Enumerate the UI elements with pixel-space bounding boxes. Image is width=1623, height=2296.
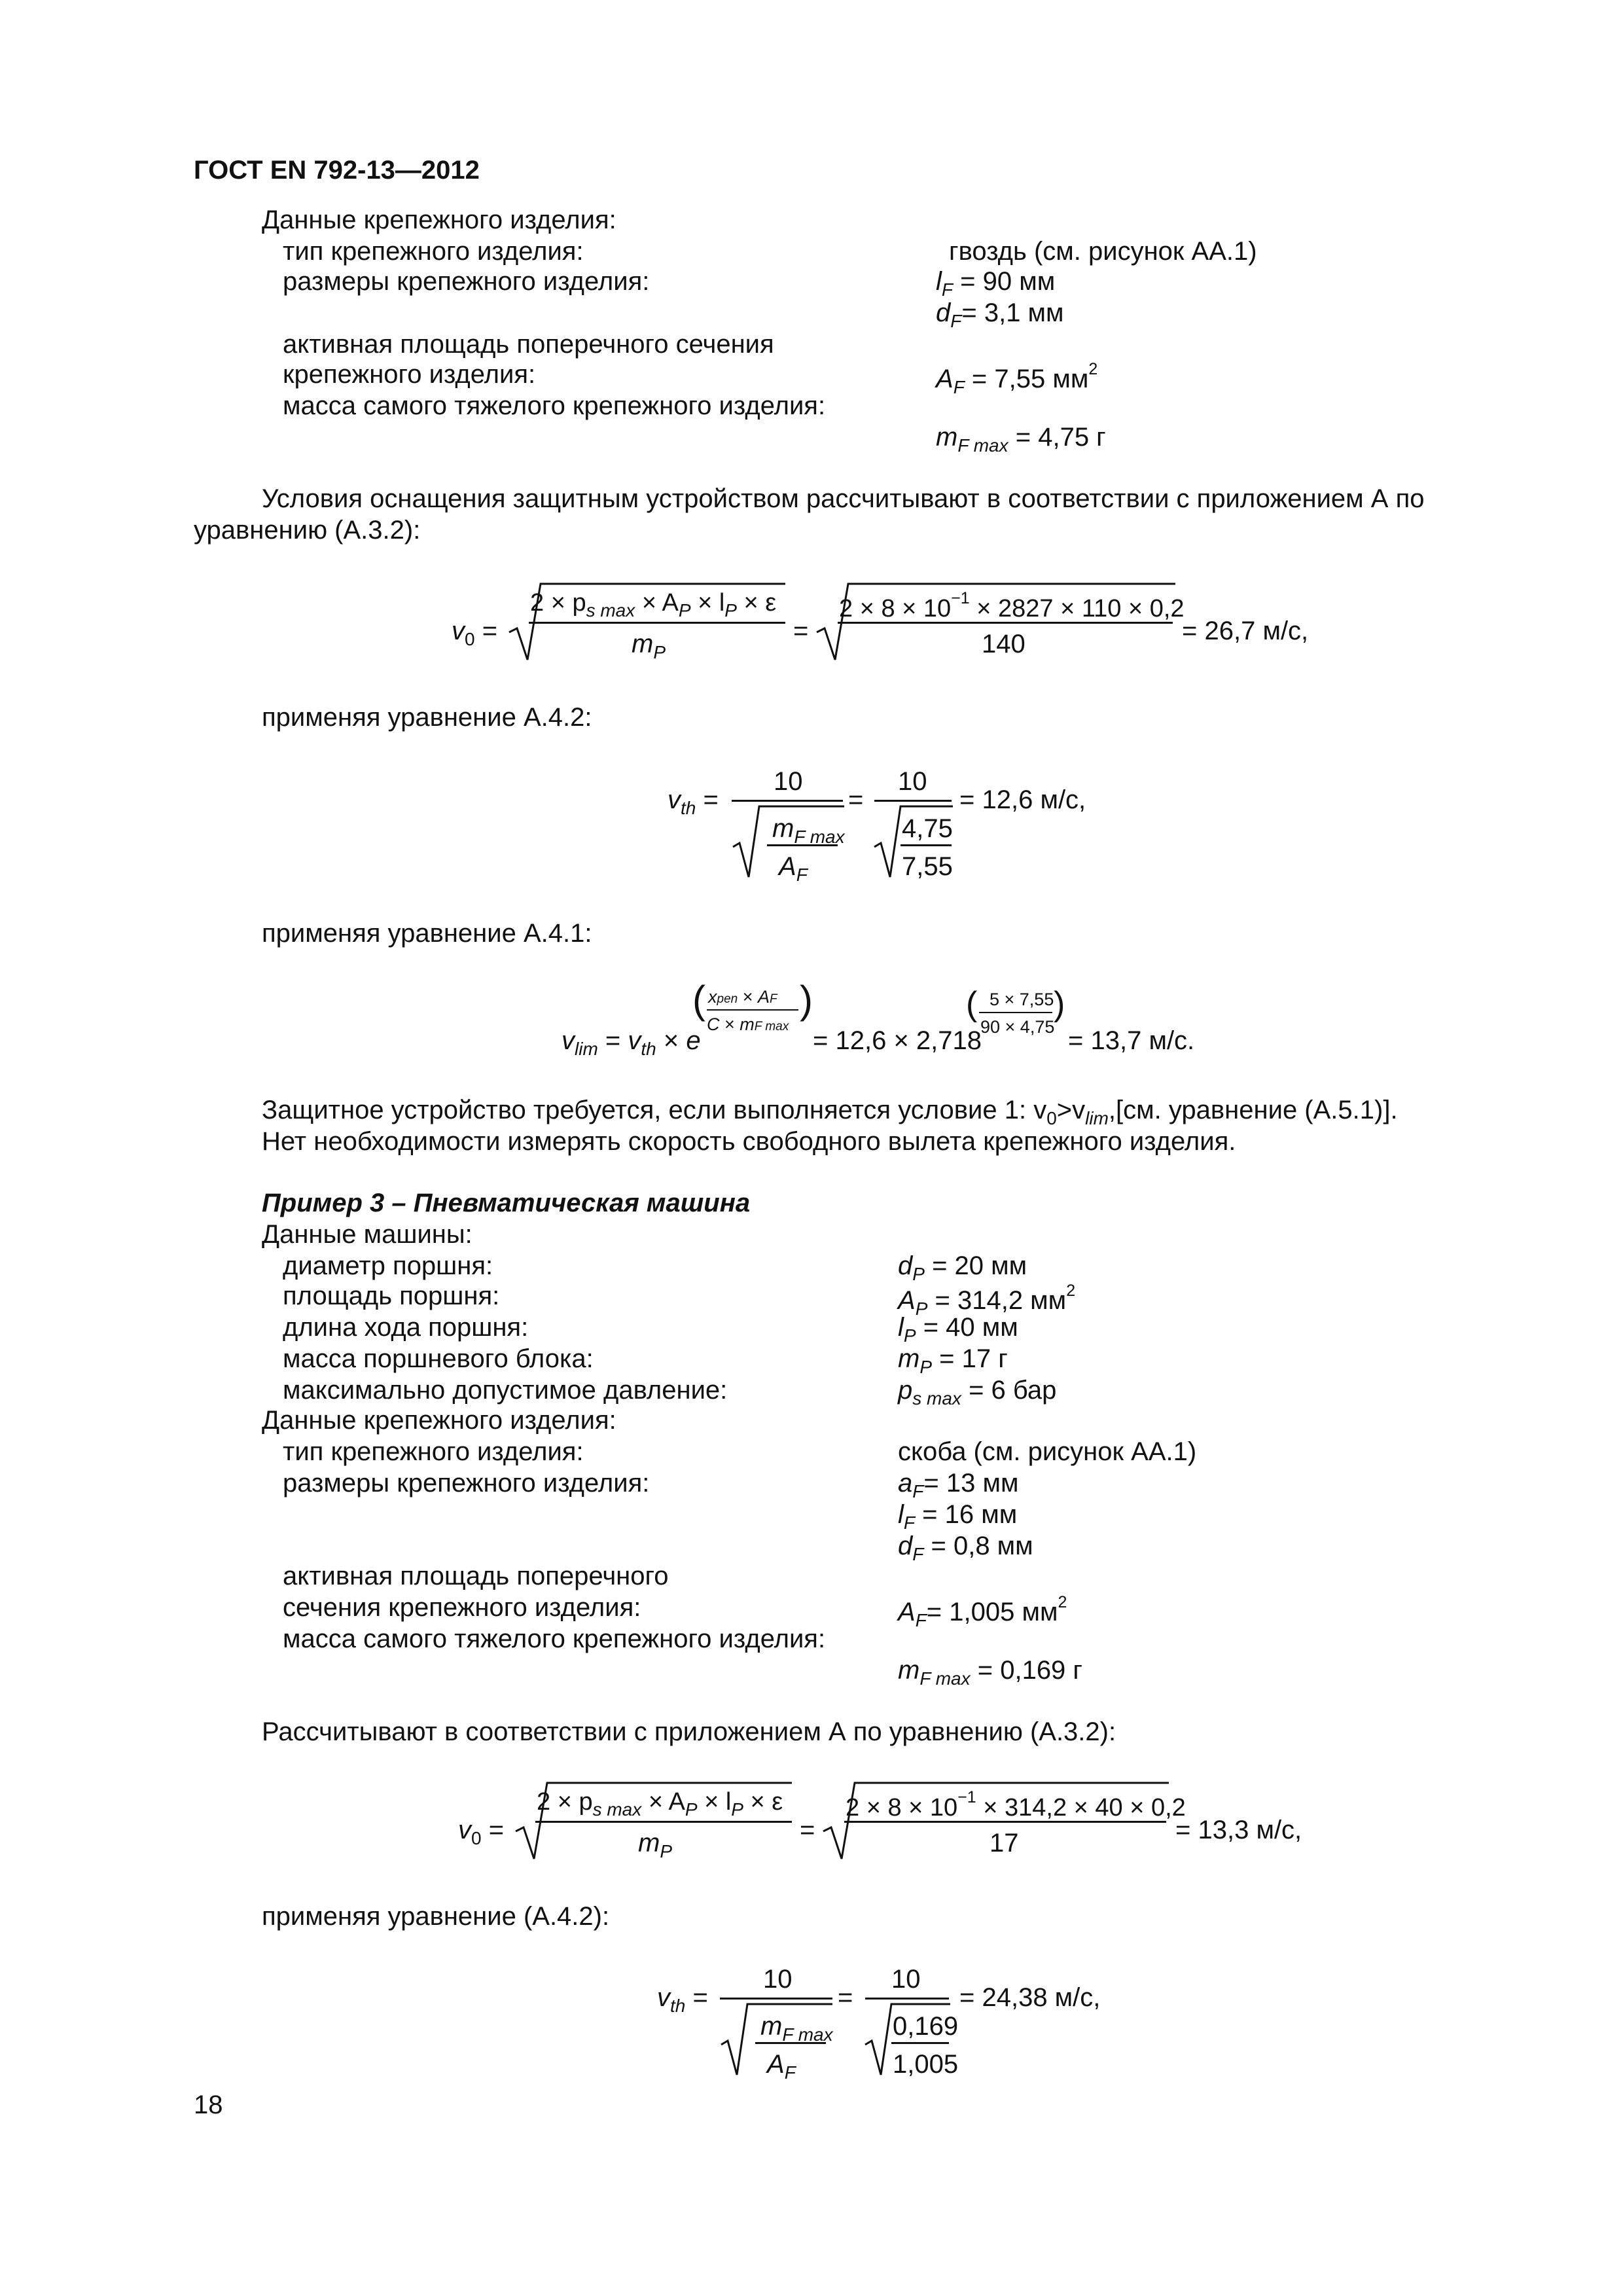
fastener-type-value: гвоздь (см. рисунок АА.1) (949, 237, 1257, 266)
mF-max-value: $m_{F max} = 4,75$ г (936, 423, 1106, 456)
para1-line1: Условия оснащения защитным устройством рассчитывают в соответствии с приложением А по (262, 484, 1425, 513)
fastener-size-label-2: размеры крепежного изделия: (283, 1469, 650, 1498)
piston-area-value: $A_P = 314,2$ $мм^2$ (898, 1282, 1076, 1319)
mass-label-2: масса самого тяжелого крепежного изделия: (283, 1624, 826, 1653)
fastener-type-label: тип крепежного изделия: (283, 237, 584, 266)
piston-diameter-label: диаметр поршня: (283, 1251, 493, 1280)
aF-value-2: $a_F= 13$ мм (898, 1469, 1019, 1501)
lF-value-2: $l_F = 16$ мм (898, 1500, 1018, 1533)
piston-stroke-label: длина хода поршня: (283, 1313, 529, 1342)
page-number: 18 (194, 2090, 223, 2119)
dF-value: $d_F= 3,1$ мм (936, 298, 1064, 331)
para2-line2: Нет необходимости измерять скорость свободного вылета крепежного изделия. (262, 1127, 1236, 1156)
area-label-2b: сечения крепежного изделия: (283, 1593, 641, 1622)
dF-value-2: $d_F = 0,8$ мм (898, 1532, 1033, 1564)
fastener-data-title: Данные крепежного изделия: (262, 206, 616, 234)
piston-diameter-value: $d_P = 20$ мм (898, 1251, 1027, 1284)
example3-title: Пример 3 – Пневматическая машина (262, 1189, 751, 1217)
apply-a41-text: применяя уравнение А.4.1: (262, 919, 592, 948)
piston-mass-value: $m_P = 17$ г (898, 1344, 1008, 1377)
area-label-2a: активная площадь поперечного (283, 1562, 669, 1590)
apply-a42-text: применяя уравнение А.4.2: (262, 703, 592, 732)
AF-value: $A_F = 7,55$ $мм^2$ (936, 360, 1098, 397)
piston-stroke-value: $l_P = 40$ мм (898, 1313, 1018, 1346)
fastener-type-value-2: скоба (см. рисунок АА.1) (898, 1437, 1197, 1466)
para1-line2: уравнению (А.3.2): (194, 516, 421, 545)
para2-line1: Защитное устройство требуется, если выполняется условие 1: $v_0>v_{lim},[см$. уравнение (А.5.1)]. (262, 1096, 1398, 1128)
area-label-2: крепежного изделия: (283, 360, 536, 389)
lF-value: $l_F = 90$ мм (936, 267, 1056, 300)
mass-label: масса самого тяжелого крепежного изделия: (283, 391, 826, 420)
mF-max-value-2: $m_{F max} = 0,169$ г (898, 1656, 1083, 1689)
fastener-data-title-2: Данные крепежного изделия: (262, 1406, 616, 1435)
machine-data-label: Данные машины: (262, 1220, 473, 1249)
area-label-1: активная площадь поперечного сечения (283, 330, 774, 359)
apply-a42-text-2: применяя уравнение (А.4.2): (262, 1902, 610, 1931)
piston-area-label: площадь поршня: (283, 1282, 500, 1310)
max-pressure-label: максимально допустимое давление: (283, 1376, 728, 1405)
max-pressure-value: $p_{s max} = 6$ бар (898, 1376, 1057, 1408)
fastener-type-label-2: тип крепежного изделия: (283, 1437, 584, 1466)
para3: Рассчитывают в соответствии с приложением А по уравнению (А.3.2): (262, 1717, 1116, 1746)
document-code: ГОСТ EN 792-13—2012 (194, 156, 480, 185)
AF-value-2: $A_F= 1,005$ $мм^2$ (898, 1593, 1067, 1630)
piston-mass-label: масса поршневого блока: (283, 1344, 594, 1373)
fastener-size-label: размеры крепежного изделия: (283, 267, 650, 296)
